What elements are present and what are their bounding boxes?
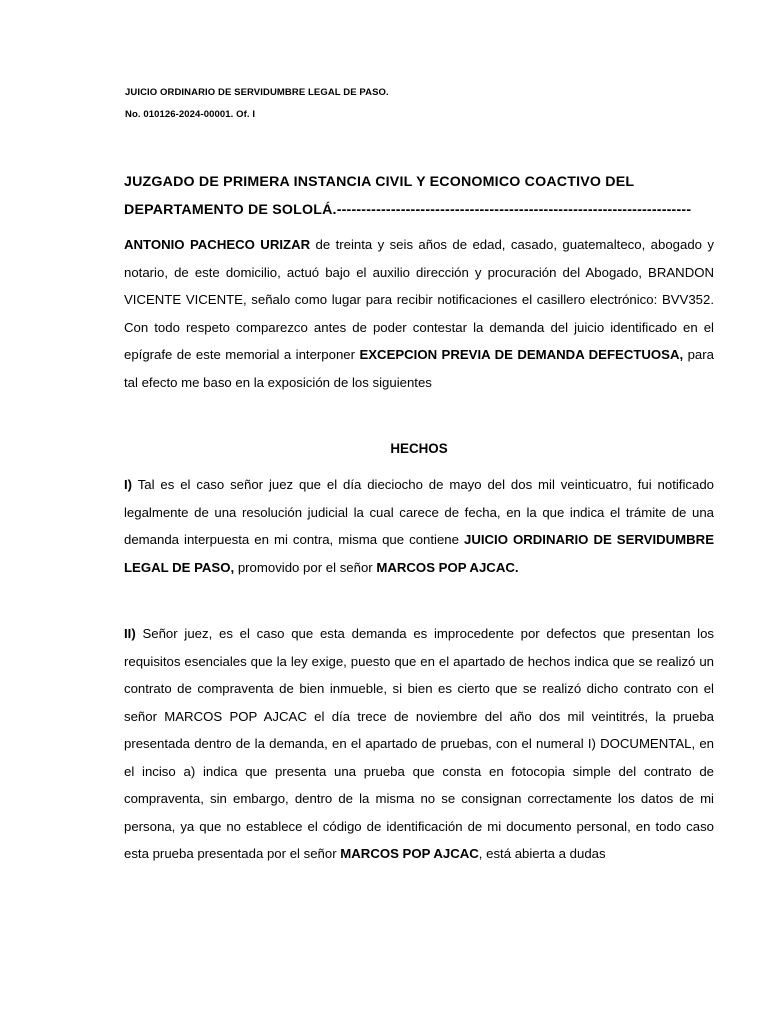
fact-1-text-1: Tal es el caso señor juez que el día dieciocho de mayo del dos mil veinticuatro, fui notificado legalmente de una resolución judicial la cual carece de fecha, en la que indica el trámite de una demanda interpuesta en mi contra, misma que contiene bbox=[124, 477, 714, 547]
intro-text-2: para tal efecto me baso en la exposición de los siguientes bbox=[124, 347, 714, 390]
case-type-reference: JUICIO ORDINARIO DE SERVIDUMBRE LEGAL DE PASO. bbox=[125, 87, 389, 98]
fact-2-numeral: II) bbox=[124, 626, 136, 641]
fact-1-bold-1: JUICIO ORDINARIO DE SERVIDUMBRE LEGAL DE PASO, bbox=[124, 532, 715, 575]
fact-1-text-2: promovido por el señor bbox=[234, 559, 377, 575]
petitioner-name: ANTONIO PACHECO URIZAR bbox=[124, 237, 311, 252]
court-address bbox=[124, 168, 714, 224]
court-line-2 bbox=[124, 196, 714, 224]
case-number-reference: No. 010126-2024-00001. Of. I bbox=[125, 109, 256, 120]
intro-text-1: de treinta y seis años de edad, casado, guatemalteco, abogado y notario, de este domicilio, actuó bajo el auxilio dirección y procuración del Abogado, BRANDON VICENTE VICENTE, señalo como lugar para recibir notificaciones el casillero electrónico: BVV352. Con todo respeto comparezco antes de poder contestar la demanda del juicio identificado en el epígrafe de este memorial a interponer bbox=[124, 237, 714, 362]
fact-1-paragraph bbox=[124, 471, 714, 581]
fact-1-numeral: I) bbox=[124, 477, 133, 492]
exception-title: EXCEPCION PREVIA DE DEMANDA DEFECTUOSA, bbox=[359, 347, 684, 362]
intro-paragraph bbox=[124, 231, 714, 396]
court-line-1: JUZGADO DE PRIMERA INSTANCIA CIVIL Y ECONOMICO COACTIVO DEL bbox=[124, 174, 635, 190]
fact-2-paragraph bbox=[124, 620, 714, 868]
court-filler-dashes: ------------------------------------------------------------------------ bbox=[336, 202, 692, 218]
fact-1-bold-2: MARCOS POP AJCAC. bbox=[376, 559, 519, 575]
court-department: DEPARTAMENTO DE SOLOLÁ. bbox=[124, 202, 337, 218]
hechos-heading: HECHOS bbox=[390, 441, 448, 456]
fact-2-text-1: Señor juez, es el caso que esta demanda es improcedente por defectos que presentan los requisitos esenciales que la ley exige, puesto que en el apartado de hechos indica que se realizó un contrato de compraventa de bien inmueble, si bien es cierto que se realizó dicho contrato con el señor MARCOS POP AJCAC el día trece de noviembre del año dos mil veintitrés, la prueba presentada dentro de la demanda, en el apartado de pruebas, con el numeral I) DOCUMENTAL, en el inciso a) indica que presenta una prueba que consta en fotocopia simple del contrato de compraventa, sin embargo, dentro de la misma no se consignan correctamente los datos de mi persona, ya que no establece el código de identificación de mi documento personal, en todo caso esta prueba presentada por el señor bbox=[124, 626, 714, 861]
fact-2-text-2: , está abierta a dudas bbox=[478, 846, 606, 861]
fact-2-bold: MARCOS POP AJCAC bbox=[340, 846, 479, 861]
